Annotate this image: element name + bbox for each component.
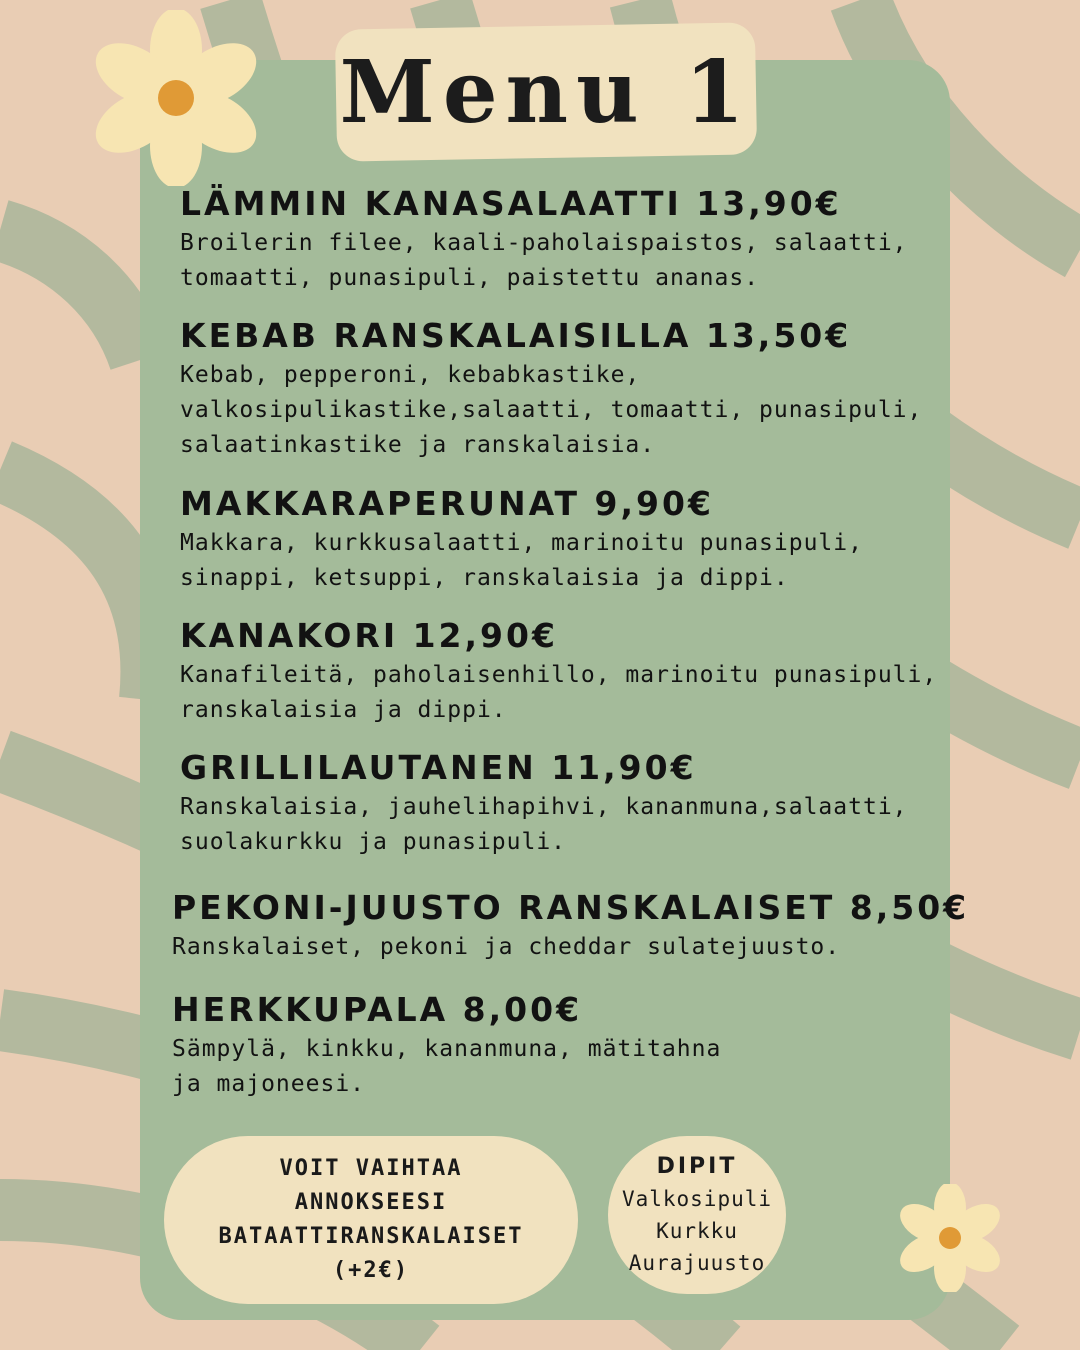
description-line: sinappi, ketsuppi, ranskalaisia ja dippi. (180, 565, 789, 591)
item-title: KEBAB RANSKALAISILLA 13,50€ (180, 316, 852, 355)
item-description (180, 790, 940, 860)
item-title: MAKKARAPERUNAT 9,90€ (180, 484, 714, 523)
description-line: Makkara, kurkkusalaatti, marinoitu punasipuli, (180, 530, 863, 556)
dips-box (608, 1136, 786, 1294)
description-line: Ranskalaisia, jauhelihapihvi, kananmuna,salaatti, (180, 794, 908, 820)
description-line: ranskalaisia ja dippi. (180, 697, 507, 723)
description-line: suolakurkku ja punasipuli. (180, 829, 567, 855)
description-line: Broilerin filee, kaali-paholaispaistos, salaatti, (180, 230, 908, 256)
dip-item: Kurkku (656, 1219, 738, 1243)
note-line: (+2€) (332, 1258, 410, 1283)
item-title: KANAKORI 12,90€ (180, 616, 558, 655)
menu-item (180, 184, 940, 296)
dips-title: DIPIT (656, 1154, 738, 1179)
description-line: Kebab, pepperoni, kebabkastike, (180, 362, 641, 388)
item-description (180, 526, 940, 596)
item-description (180, 658, 940, 728)
menu-item (172, 990, 932, 1102)
menu-item (172, 888, 970, 965)
note-line: VOIT VAIHTAA (279, 1156, 463, 1181)
dip-item: Aurajuusto (628, 1251, 766, 1275)
menu-item (180, 484, 940, 596)
sweet-potato-fries-note (164, 1136, 578, 1304)
description-line: Kanafileitä, paholaisenhillo, marinoitu punasipuli, (180, 662, 938, 688)
item-title: PEKONI-JUUSTO RANSKALAISET 8,50€ (172, 888, 970, 927)
flower-icon (898, 1184, 1002, 1292)
menu-item (180, 748, 940, 860)
note-line: BATAATTIRANSKALAISET (218, 1224, 524, 1249)
note-line: ANNOKSEESI (294, 1190, 448, 1215)
flower-icon (92, 10, 260, 186)
item-title: HERKKUPALA 8,00€ (172, 990, 583, 1029)
item-description (180, 358, 940, 463)
description-line: ja majoneesi. (172, 1071, 366, 1097)
item-title: LÄMMIN KANASALAATTI 13,90€ (180, 184, 842, 223)
description-line: Ranskalaiset, pekoni ja cheddar sulatejuusto. (172, 934, 841, 960)
dip-item: Valkosipuli (621, 1187, 773, 1211)
item-title: GRILLILAUTANEN 11,90€ (180, 748, 697, 787)
item-description (172, 930, 932, 965)
description-line: tomaatti, punasipuli, paistettu ananas. (180, 265, 760, 291)
menu-item (180, 616, 940, 728)
description-line: Sämpylä, kinkku, kananmuna, mätitahna (172, 1036, 722, 1062)
item-description (172, 1032, 932, 1102)
description-line: valkosipulikastike,salaatti, tomaatti, punasipuli, (180, 397, 923, 423)
menu-item (180, 316, 940, 463)
menu-title: Menu 1 (339, 41, 753, 143)
item-description (180, 226, 940, 296)
description-line: salaatinkastike ja ranskalaisia. (180, 432, 656, 458)
